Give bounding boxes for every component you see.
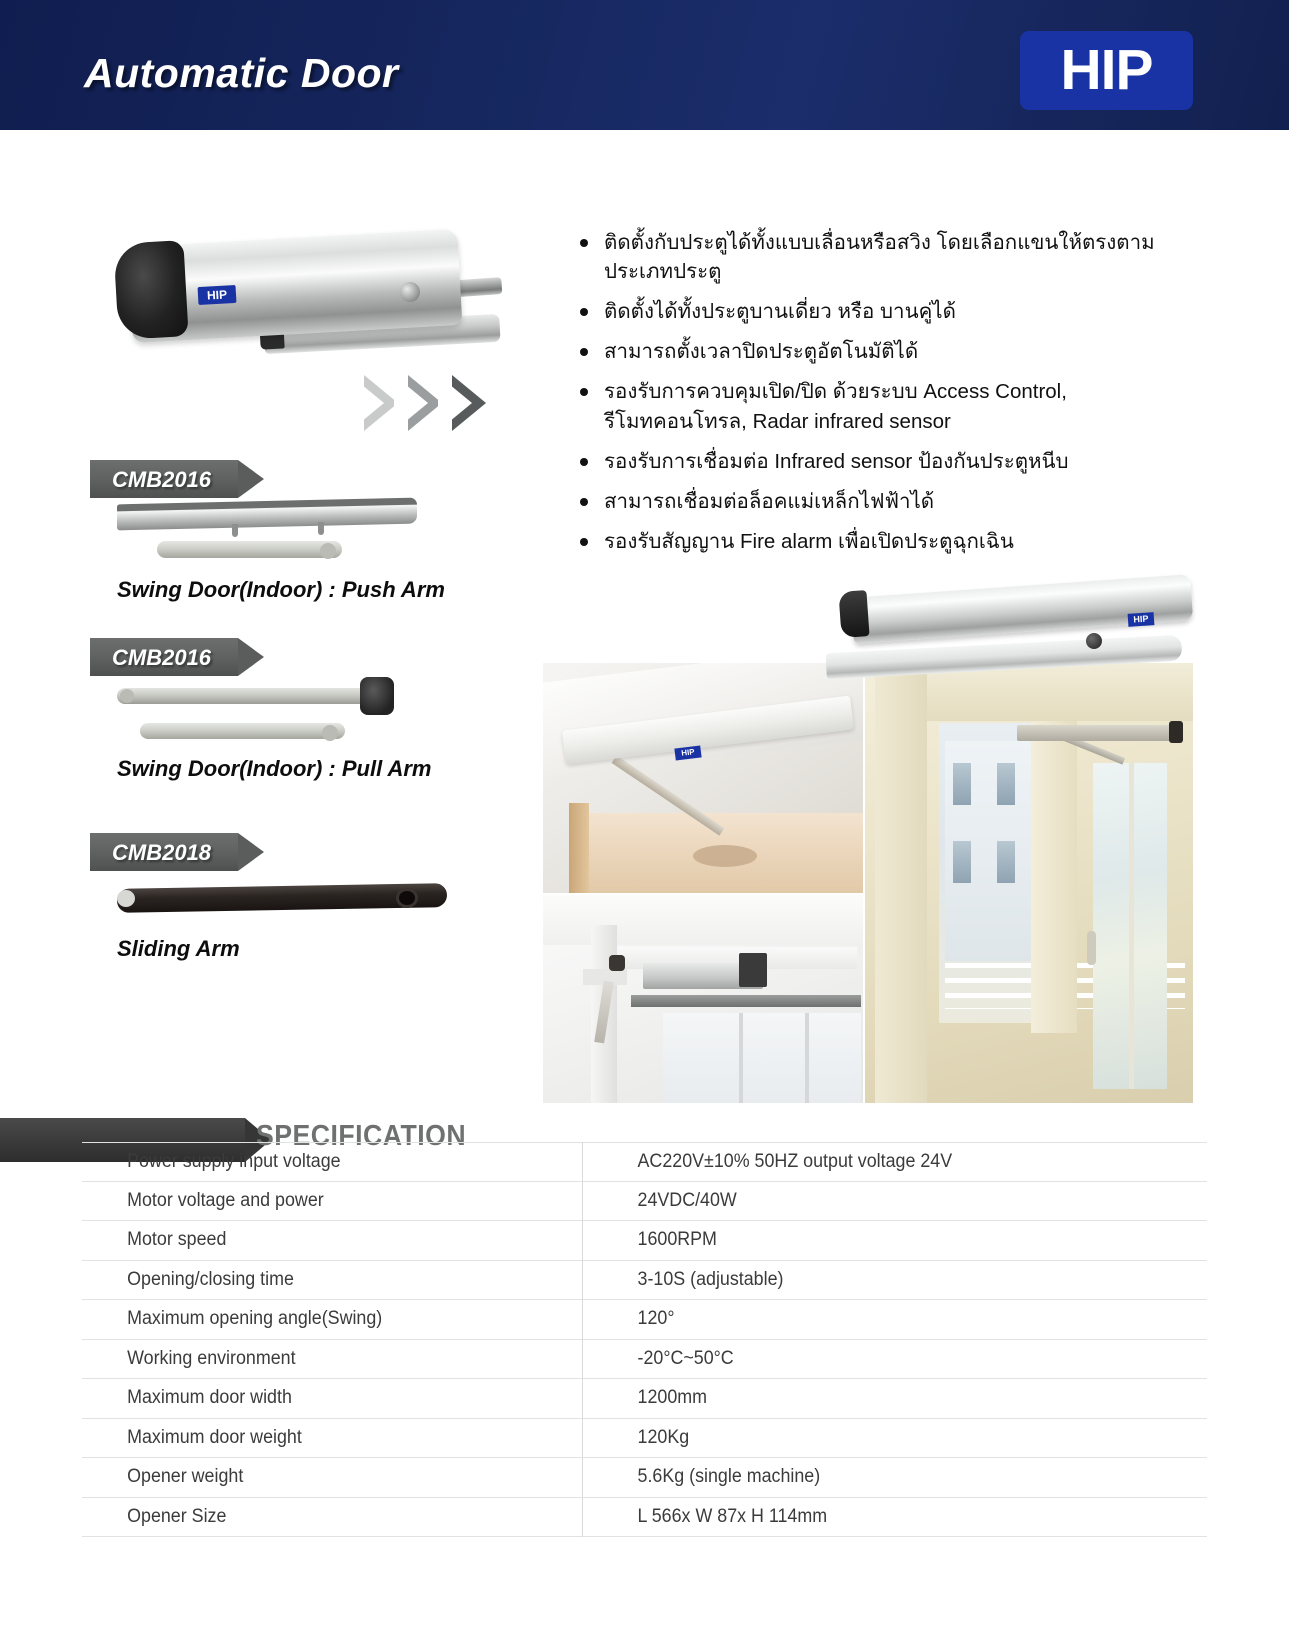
push-arm-pin-2 — [318, 522, 324, 535]
table-row — [82, 1300, 1207, 1340]
bullet-icon — [580, 388, 588, 396]
photo-sliding-door-track — [543, 895, 863, 1103]
feature-item — [578, 527, 1190, 556]
caption-sliding-arm: Sliding Arm — [117, 936, 240, 961]
photo-b-hinge-shape — [609, 955, 625, 971]
feature-item — [578, 228, 1190, 286]
sliding-arm-hole-shape — [396, 888, 418, 908]
spec-value: 1200mm — [637, 1387, 708, 1409]
push-arm-link-shape — [157, 541, 342, 558]
photo-b-endcap-shape — [739, 953, 767, 987]
spec-label: Maximum door weight — [127, 1426, 302, 1448]
specification-table — [82, 1142, 1207, 1537]
spec-value: 1600RPM — [637, 1229, 717, 1251]
float-pivot-shape — [1086, 633, 1102, 649]
photo-c-jamb-shape — [875, 663, 927, 1103]
float-endcap-shape — [838, 590, 869, 638]
model-tag-point-icon — [238, 833, 264, 871]
feature-item — [578, 337, 1190, 366]
bullet-icon — [580, 538, 588, 546]
hero-product-image — [112, 222, 512, 372]
spec-label: Maximum opening angle(Swing) — [127, 1308, 383, 1330]
photo-c-window-4 — [997, 841, 1015, 883]
float-body-shape — [851, 574, 1193, 644]
hip-logo — [1020, 31, 1193, 110]
bullet-icon — [580, 239, 588, 247]
pull-arm-link-shape — [140, 723, 345, 739]
model-label: CMB2016 — [112, 645, 212, 670]
spec-value: -20°C~50°C — [637, 1347, 734, 1369]
pull-arm-ring2-shape — [322, 725, 338, 741]
pull-arm-knob-shape — [360, 677, 394, 715]
pull-arm-rod-shape — [117, 688, 367, 704]
table-row — [82, 1142, 1207, 1182]
hero-hip-badge: HIP — [198, 285, 237, 305]
bullet-icon — [580, 458, 588, 466]
sliding-arm-tip-shape — [117, 890, 135, 907]
pull-arm-ring-shape — [120, 689, 134, 703]
feature-item — [578, 377, 1190, 435]
photo-exterior-swing-door — [865, 663, 1193, 1103]
photo-swing-door-interior — [543, 663, 863, 893]
photo-c-door-mullion-shape — [1129, 763, 1134, 1089]
floating-product-image — [836, 586, 1202, 704]
model-tag-point-icon — [238, 638, 264, 676]
feature-item — [578, 487, 1190, 516]
table-row — [82, 1182, 1207, 1222]
photo-c-window-3 — [997, 763, 1015, 805]
hero-pivot-shape — [400, 282, 420, 302]
photo-c-opener-cap-shape — [1169, 721, 1183, 743]
feature-text: สามารถตั้งเวลาปิดประตูอัตโนมัติได้ — [604, 340, 919, 364]
push-arm-ring-shape — [320, 543, 336, 559]
page-header — [0, 0, 1289, 130]
photo-a-ceiling-spot-shape — [693, 845, 757, 867]
spec-value: 120° — [637, 1308, 675, 1330]
feature-text: สามารถเชื่อมต่อล็อคแม่เหล็กไฟฟ้าได้ — [604, 489, 935, 513]
feature-text: รองรับสัญญาน Fire alarm เพื่อเปิดประตูฉุกเฉิน — [604, 529, 1014, 553]
spec-value: AC220V±10% 50HZ output voltage 24V — [637, 1150, 953, 1172]
page-title: Automatic Door — [84, 50, 399, 96]
chevron-notch-2 — [394, 375, 428, 431]
photo-b-mullion-2 — [805, 1013, 809, 1103]
table-row — [82, 1221, 1207, 1261]
spec-label: Working environment — [127, 1347, 296, 1369]
photo-c-window-1 — [953, 763, 971, 805]
spec-value: 24VDC/40W — [637, 1189, 737, 1211]
feature-text: ติดตั้งได้ทั้งประตูบานเดี่ยว หรือ บานคู่ได้ — [604, 300, 956, 324]
table-row — [82, 1458, 1207, 1498]
table-row — [82, 1261, 1207, 1301]
photo-c-door-handle-shape — [1087, 931, 1096, 965]
installation-photo-collage — [543, 663, 1193, 1103]
float-hip-badge: HIP — [1128, 612, 1155, 627]
photo-b-glass-shape — [663, 1013, 861, 1103]
spec-label: Power supply input voltage — [127, 1150, 341, 1172]
photo-a-door-shape — [569, 803, 589, 893]
chevron-arrows-icon — [364, 375, 524, 431]
model-tag-point-icon — [238, 460, 264, 498]
table-row — [82, 1498, 1207, 1538]
feature-text: ติดตั้งกับประตูได้ทั้งแบบเลื่อนหรือสวิง โดยเลือกแขนให้ตรงตามประเภทประตู — [604, 231, 1155, 284]
table-row — [82, 1379, 1207, 1419]
table-row — [82, 1419, 1207, 1459]
feature-text: รองรับการเชื่อมต่อ Infrared sensor ป้องกันประตูหนีบ — [604, 449, 1069, 473]
spec-value: 3-10S (adjustable) — [637, 1268, 784, 1290]
model-label: CMB2016 — [112, 467, 212, 492]
spec-value: L 566x W 87x H 114mm — [637, 1505, 828, 1527]
photo-b-rail-shape — [631, 995, 861, 1007]
specification-title: SPECIFICATION — [256, 1120, 467, 1152]
spec-value: 5.6Kg (single machine) — [637, 1466, 821, 1488]
spec-value: 120Kg — [637, 1426, 690, 1448]
feature-text: รองรับการควบคุมเปิด/ปิด ด้วยระบบ Access Control, รีโมทคอนโทรล, Radar infrared sensor — [604, 380, 1067, 433]
feature-item — [578, 447, 1190, 476]
push-arm-pin-1 — [232, 524, 238, 537]
feature-item — [578, 297, 1190, 326]
table-row — [82, 1340, 1207, 1380]
bullet-icon — [580, 348, 588, 356]
feature-list — [578, 228, 1190, 567]
hero-endcap-shape — [113, 240, 188, 340]
photo-b-mullion-1 — [739, 1013, 743, 1103]
spec-label: Opening/closing time — [127, 1268, 294, 1290]
chevron-notch-3 — [438, 375, 472, 431]
chevron-notch-1 — [350, 375, 384, 431]
hip-logo-text: HIP — [1060, 38, 1153, 102]
spec-label: Opener weight — [127, 1466, 244, 1488]
bullet-icon — [580, 498, 588, 506]
spec-label: Motor voltage and power — [127, 1189, 324, 1211]
caption-push-arm: Swing Door(Indoor) : Push Arm — [117, 577, 445, 602]
photo-c-opener-shape — [1017, 725, 1177, 741]
model-label: CMB2018 — [112, 840, 212, 865]
photo-a-hip-badge: HIP — [674, 745, 701, 760]
caption-pull-arm: Swing Door(Indoor) : Pull Arm — [117, 756, 432, 781]
spec-label: Motor speed — [127, 1229, 227, 1251]
spec-label: Maximum door width — [127, 1387, 292, 1409]
spec-label: Opener Size — [127, 1505, 227, 1527]
bullet-icon — [580, 308, 588, 316]
photo-c-window-2 — [953, 841, 971, 883]
photo-c-pillar-shape — [1031, 703, 1077, 1033]
